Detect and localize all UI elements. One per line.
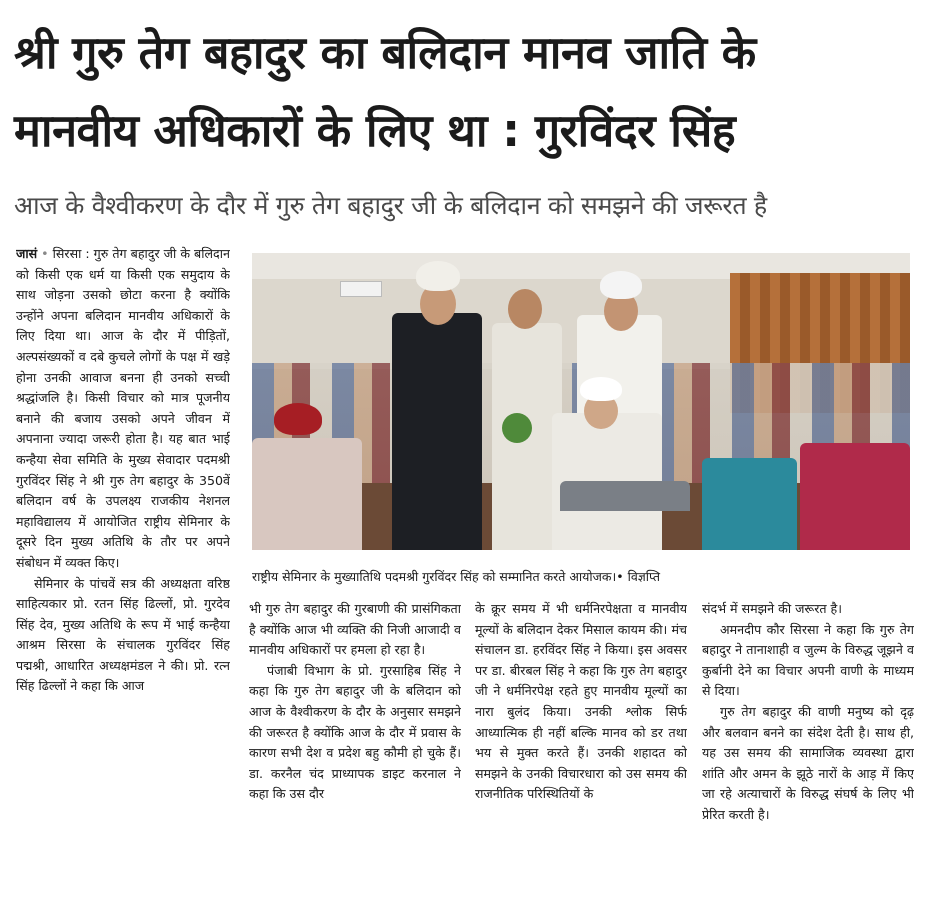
article-paragraph: सेमिनार के पांचवें सत्र की अध्यक्षता वरिष्ठ साहित्यकार प्रो. रतन सिंह ढिल्लों, प्रो. गुरदेव सिंह देव, मुख्य अतिथि के रूप में भाई कन्हैया आश्रम सिरसा के संचालक गुरविंदर सिंह पद्मश्री, आधारित अध्यक्षमंडल ने की। प्रो. रत्न सिंह ढिल्लों ने कहा कि आज bbox=[16, 575, 230, 694]
headline bbox=[14, 14, 914, 170]
white-turban bbox=[416, 261, 460, 291]
article-paragraph: अमनदीप कौर सिरसा ने कहा कि गुरु तेग बहादुर ने तानाशाही व जुल्म के विरुद्ध जूझने व कुर्बानी देने का विचार अपनी वाणी के माध्यम से दिया। bbox=[702, 621, 914, 699]
dateline: जासं bbox=[16, 246, 38, 261]
person-black-shirt bbox=[392, 313, 482, 550]
person-head bbox=[508, 289, 542, 329]
article-paragraph bbox=[16, 244, 230, 574]
article-column-4 bbox=[702, 599, 914, 914]
article-text: सिरसा : गुरु तेग बहादुर जी के बलिदान को किसी एक धर्म या किसी एक समुदाय के साथ जोड़ना उसको छोटा करना है क्योंकि उन्होंने अपना बलिदान मानवीय अधिकारों के लिए दिया था। आज के दौर में पीड़ितों, अल्पसंख्यकों व दबे कुचले लोगों के पक्ष में खड़े होना उनकी आवाज बनना ही उनको सच्ची श्रद्धांजलि है। किसी विचार को मात्र पूजनीय बनाने की बजाय उसको अपने जीवन में अपनाना ज्यादा जरूरी होता है। यह बात भाई कन्हैया सेवा समिति के मुख्य सेवादार पदमश्री गुरविंदर सिंह ने श्री गुरु तेग बहादुर के 350वें बलिदान वर्ष के उपलक्ष्य राजकीय नेशनल महाविद्यालय में आयोजित राष्ट्रीय सेमिनार के दूसरे दिन मुख्य अतिथि के तौर पर अपने संबोधन में व्यक्त किए। bbox=[16, 246, 230, 570]
article-paragraph: भी गुरु तेग बहादुर की गुरबाणी की प्रासंगिकता है क्योंकि आज भी व्यक्ति की निजी आजादी व मानवीय अधिकारों पर हमला हो रहा है। bbox=[249, 601, 461, 658]
photo-credit: विज्ञप्ति bbox=[627, 569, 661, 584]
headline-line-1: श्री गुरु तेग बहादुर का बलिदान मानव जाति के bbox=[14, 26, 756, 79]
white-turban bbox=[580, 377, 622, 401]
seated-person-left bbox=[252, 438, 362, 550]
memento-frame bbox=[560, 481, 690, 511]
photo-caption bbox=[252, 568, 912, 586]
article-column-2 bbox=[249, 599, 461, 914]
seated-person-teal bbox=[702, 458, 797, 550]
caption-bullet: • bbox=[616, 569, 624, 584]
article-column-3 bbox=[475, 599, 687, 914]
article-column-1 bbox=[16, 244, 230, 914]
red-turban bbox=[274, 403, 322, 435]
article-paragraph: गुरु तेग बहादुर की वाणी मनुष्य को दृढ़ और बलवान बनने का संदेश देती है। साथ ही, यह उस समय की सामाजिक व्यवस्था द्वारा शांति और अमन के झूठे नारों के आड़ में किए जा रहे अत्याचारों के विरुद्ध संघर्ष के लिए भी प्रेरित करती है। bbox=[702, 703, 914, 822]
caption-text: राष्ट्रीय सेमिनार के मुख्यातिथि पदमश्री गुरविंदर सिंह को सम्मानित करते आयोजक। bbox=[252, 569, 617, 584]
subheadline: आज के वैश्वीकरण के दौर में गुरु तेग बहादुर जी के बलिदान को समझने की जरूरत है bbox=[14, 191, 767, 220]
article-paragraph: संदर्भ में समझने की जरूरत है। bbox=[702, 601, 843, 616]
air-conditioner-unit bbox=[340, 281, 382, 297]
seated-person-magenta bbox=[800, 443, 910, 550]
potted-plant bbox=[502, 413, 532, 443]
article-paragraph: के क्रूर समय में भी धर्मनिरपेक्षता व मानवीय मूल्यों के बलिदान देकर मिसाल कायम की। मंच संचालन डा. हरविंदर सिंह ने किया। इस अवसर पर डा. बीरबल सिंह ने कहा कि गुरु तेग बहादुर जी ने धर्मनिरपेक्ष रहते हुए मानवीय मूल्यों का नारा बुलंद किया। उनकी श्लोक सिर्फ आध्यात्मिक ही नहीं बल्कि मानव को डर तथा भय से मुक्त करते हैं। उनकी शहादत को समझने के उनकी विचारधारा को उस समय की राजनीतिक परिस्थितियों के bbox=[475, 601, 687, 802]
news-photo bbox=[252, 253, 910, 550]
headline-line-2: मानवीय अधिकारों के लिए था : गुरविंदर सिंह bbox=[14, 104, 736, 157]
dateline-bullet: • bbox=[41, 246, 49, 261]
white-turban bbox=[600, 271, 642, 299]
article-paragraph: पंजाबी विभाग के प्रो. गुरसाहिब सिंह ने कहा कि गुरु तेग बहादुर जी के बलिदान को आज के वैश्वीकरण के दौर के अनुसार समझने की जरूरत है क्योंकि आज के दौर में प्रवास के कारण सभी देश व प्रदेश बहु कौमी हो चुके हैं। डा. करनैल चंद प्राध्यापक डाइट करनाल ने कहा कि उस दौर bbox=[249, 662, 461, 802]
